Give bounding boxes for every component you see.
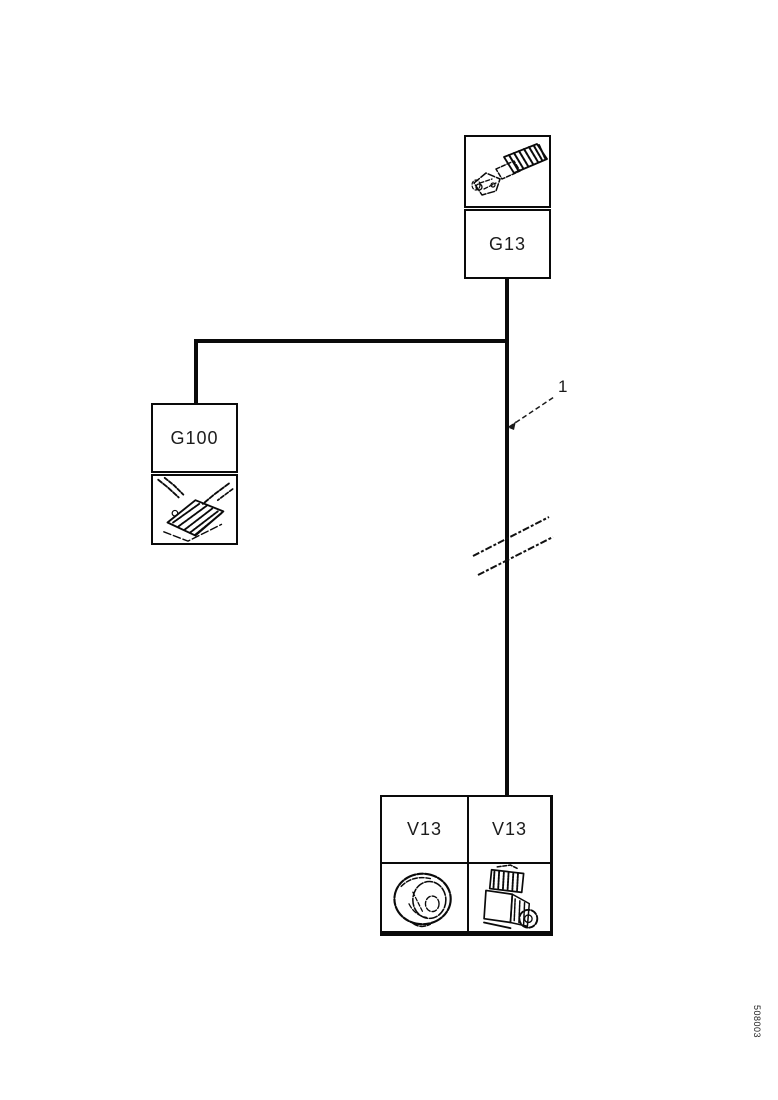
component-node-v13-group: [380, 795, 553, 936]
wire-main-vertical: [505, 279, 509, 797]
g100-label-cell: [151, 403, 238, 473]
v13-right-label-cell: [469, 797, 550, 862]
g13-image-cell: [464, 135, 551, 208]
v13-left-label: V13: [406, 819, 443, 839]
solenoid-valve-illustration: [469, 864, 550, 931]
g13-label: G13: [488, 233, 527, 254]
g100-image-cell: [151, 474, 238, 545]
wire-break-mark-lower: [478, 537, 553, 575]
bracket-cable-assembly-illustration: [153, 476, 236, 543]
component-node-g13: [464, 135, 551, 279]
v13-left-image-cell: [382, 864, 467, 931]
wire-branch-horizontal: [194, 339, 509, 343]
generator-alternator-illustration: [466, 138, 549, 205]
callout-leader-line: [509, 397, 554, 427]
g13-label-cell: [464, 209, 551, 279]
component-node-g100: [151, 403, 238, 545]
v13-left-label-cell: [382, 797, 467, 862]
v13-right-image-cell: [469, 864, 550, 931]
callout-number: 1: [558, 377, 568, 396]
wire-branch-vertical: [194, 339, 198, 403]
g100-label: G100: [170, 427, 219, 448]
wire-break-mark-upper: [473, 517, 549, 556]
v13-right-label: V13: [491, 819, 528, 839]
callout-leader-arrowhead: [509, 421, 516, 430]
document-code: 508003: [752, 1005, 762, 1039]
pump-motor-housing-illustration: [383, 865, 466, 931]
